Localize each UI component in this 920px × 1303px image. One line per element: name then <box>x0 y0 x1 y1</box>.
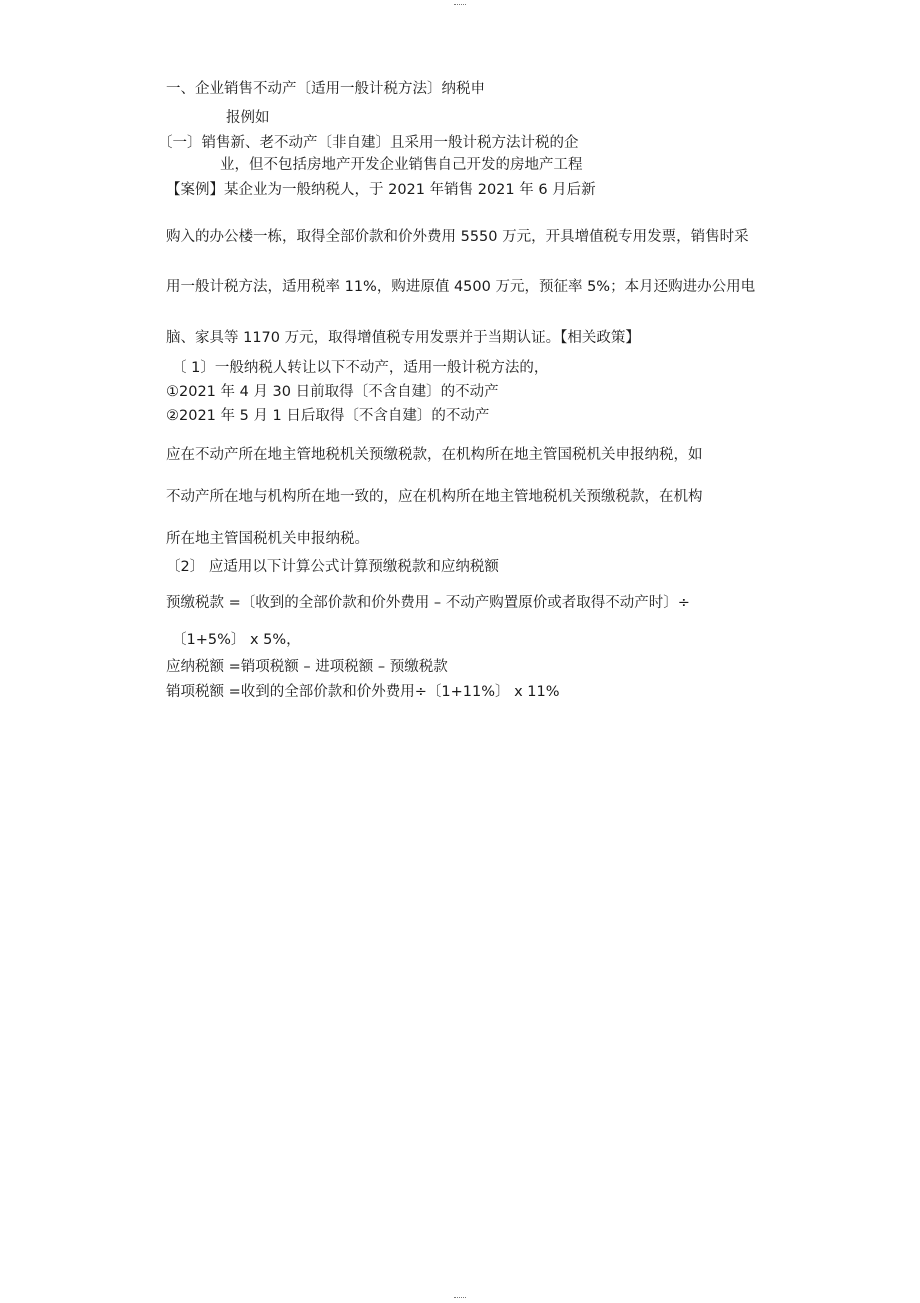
policy-item-line: 〔 1〕一般纳税人转让以下不动产，适用一般计税方法的， <box>172 360 549 376</box>
formula-intro: 〔2〕 应适用以下计算公式计算预缴税款和应纳税额 <box>166 559 499 575</box>
formula-prepaid-tax: 预缴税款 =〔收到的全部价款和价外费用 – 不动产购置原价或者取得不动产时〕÷ <box>166 595 690 611</box>
section-heading-continued: 报例如 <box>226 110 270 126</box>
page-bottom-marker <box>454 1297 466 1299</box>
page-top-marker <box>454 4 466 6</box>
case-paragraph-line: 用一般计税方法，适用税率 11%，购进原值 4500 万元，预征率 5%；本月还购进办公用电 <box>166 279 756 295</box>
case-paragraph-line: 购入的办公楼一栋，取得全部价款和价外费用 5550 万元，开具增值税专用发票，销售时采 <box>166 229 749 245</box>
policy-paragraph-line: 所在地主管国税机关申报纳税。 <box>166 531 369 547</box>
subsection-heading: 〔一〕销售新、老不动产〔非自建〕且采用一般计税方法计税的企 <box>158 135 579 151</box>
case-paragraph-line: 【案例】某企业为一般纳税人，于 2021 年销售 2021 年 6 月后新 <box>166 182 596 198</box>
policy-paragraph-line: 应在不动产所在地主管地税机关预缴税款，在机构所在地主管国税机关申报纳税，如 <box>166 447 703 463</box>
formula-prepaid-tax-continued: 〔1+5%〕 x 5%， <box>172 632 301 648</box>
policy-paragraph-line: 不动产所在地与机构所在地一致的，应在机构所在地主管地税机关预缴税款，在机构 <box>166 489 703 505</box>
formula-payable-tax: 应纳税额 =销项税额 – 进项税额 – 预缴税款 <box>166 659 448 675</box>
subsection-heading-continued: 业，但不包括房地产开发企业销售自己开发的房地产工程 <box>220 157 583 173</box>
policy-item-line: ②2021 年 5 月 1 日后取得〔不含自建〕的不动产 <box>166 408 490 424</box>
formula-output-tax: 销项税额 =收到的全部价款和价外费用÷〔1+11%〕 x 11% <box>166 684 560 700</box>
case-paragraph-line: 脑、家具等 1170 万元，取得增值税专用发票并于当期认证。【相关政策】 <box>166 330 640 346</box>
section-heading: 一、企业销售不动产〔适用一般计税方法〕纳税申 <box>166 81 485 97</box>
policy-item-line: ①2021 年 4 月 30 日前取得〔不含自建〕的不动产 <box>166 384 499 400</box>
